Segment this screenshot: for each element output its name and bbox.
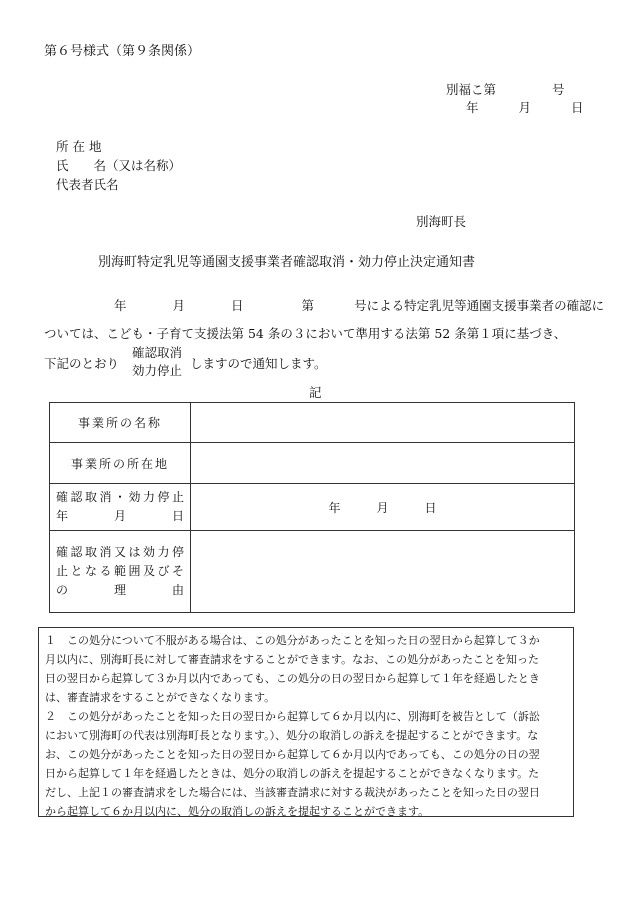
facility-address-value [191, 443, 575, 484]
action-day: 日 [424, 500, 437, 515]
issue-day: 日 [571, 100, 584, 115]
scope-reason-label-line-2: 止となる範囲及びそ [56, 564, 184, 578]
note-line: において別海町の代表は別海町長となります。）、処分の取消しの訴えを提起することができます。な [45, 729, 539, 742]
note-line: だし、上記１の審査請求をした場合には、当該審査請求に対する裁決があったことを知った日の翌日 [45, 786, 540, 799]
body-number-prefix: 第 [301, 298, 315, 313]
document-title: 別海町特定乳児等通園支援事業者確認取消・効力停止決定通知書 [98, 255, 476, 270]
ki-heading: 記 [309, 385, 322, 400]
table-row [50, 484, 575, 531]
issue-month: 月 [518, 100, 532, 115]
recipient-block [56, 137, 181, 194]
option-revoke: 確認取消 [132, 345, 183, 360]
body-line-3-head: 下記のとおり [44, 356, 120, 371]
body-month: 月 [172, 298, 186, 313]
recipient-representative-label: 代表者氏名 [56, 177, 119, 192]
recipient-name-label: 氏 名（又は名称） [56, 158, 182, 173]
note-line: は、審査請求をすることができなくなります。 [45, 691, 276, 704]
scope-reason-label [50, 531, 191, 613]
details-table [49, 402, 575, 613]
table-row [50, 403, 575, 443]
facility-name-value [191, 403, 575, 443]
body-line-3-tail: しますので通知します。 [190, 356, 327, 371]
action-options [132, 344, 182, 380]
issuer: 別海町長 [416, 214, 467, 229]
facility-address-label: 事業所の所在地 [50, 443, 191, 484]
recipient-location-label: 所 在 地 [56, 139, 102, 154]
body-line-2: ついては、こども・子育て支援法第 54 条の３において準用する法第 52 条第１項に基づき、 [44, 326, 567, 341]
action-date-label-line-2: 年 月 日 [56, 509, 184, 523]
appeal-notes [38, 627, 574, 817]
form-number: 第６号様式（第９条関係） [44, 44, 201, 59]
scope-reason-value [191, 531, 575, 613]
issue-year: 年 [466, 100, 479, 115]
body-year: 年 [114, 298, 127, 313]
note-line: ２ この処分があったことを知った日の翌日から起算して６か月以内に、別海町を被告として（訴訟 [45, 710, 540, 723]
body-day: 日 [231, 298, 244, 313]
scope-reason-label-line-1: 確認取消又は効力停 [56, 545, 184, 559]
reference-number [446, 80, 565, 98]
option-suspend: 効力停止 [132, 363, 183, 378]
facility-name-label: 事業所の名称 [50, 403, 191, 443]
note-line: お、この処分があったことを知った日の翌日から起算して６か月以内であっても、この処分の日の翌 [45, 748, 540, 761]
note-line: から起算して６か月以内に、処分の取消しの訴えを提起することができます。 [45, 805, 430, 818]
ref-prefix: 別福こ第 [446, 82, 497, 97]
table-row [50, 531, 575, 613]
note-line: １ この処分について不服がある場合は、この処分があったことを知った日の翌日から起算して３か [45, 634, 540, 647]
ref-suffix: 号 [552, 82, 565, 97]
action-month: 月 [376, 500, 389, 515]
action-date-label-line-1: 確認取消・効力停止 [56, 490, 184, 504]
body-line-1-tail: 号による特定乳児等通園支援事業者の確認に [354, 298, 605, 313]
action-date-label [50, 484, 191, 531]
action-date-value [191, 484, 575, 531]
note-line: 月以内に、別海町長に対して審査請求をすることができます。なお、この処分があったことを知った [45, 653, 540, 666]
body-line-1 [114, 296, 604, 314]
table-row [50, 443, 575, 484]
action-year: 年 [328, 500, 341, 515]
scope-reason-label-line-3: の 理 由 [56, 583, 184, 597]
note-line: 日から起算して１年を経過したときは、処分の取消しの訴えを提起することができなくなります。た [45, 767, 540, 780]
note-line: 日の翌日から起算して３か月以内であっても、この処分の日の翌日から起算して１年を経過したとき [45, 672, 540, 685]
issue-date [466, 98, 584, 116]
